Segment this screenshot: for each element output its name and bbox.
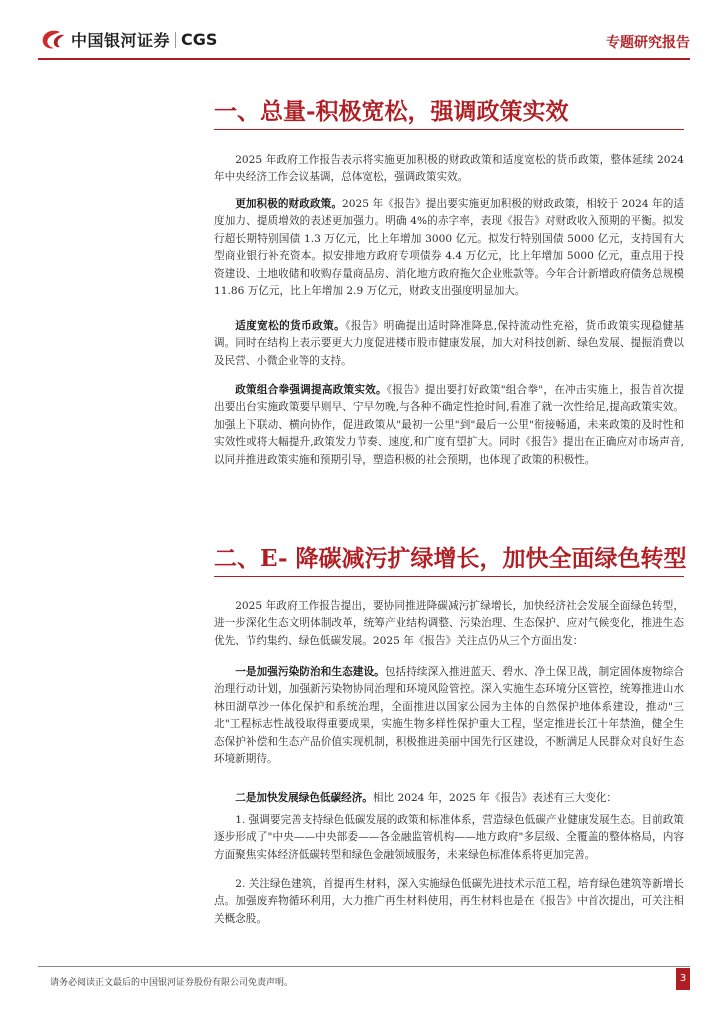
- page-number: 3: [676, 968, 690, 990]
- header-divider: [38, 58, 690, 60]
- paragraph: 适度宽松的货币政策。《报告》明确提出适时降准降息,保持流动性充裕，货币政策实现稳健基调。同时在结构上表示要更大力度促进楼市股市健康发展，加大对科技创新、绿色发展、提振消费以及民营、小微企业等的支持。: [214, 320, 684, 367]
- paragraph-lead: 一是加强污染防治和生态建设。: [235, 666, 385, 678]
- paragraph-lead: 适度宽松的货币政策。: [235, 320, 346, 332]
- paragraph: 2. 关注绿色建筑，首提再生材料，深入实施绿色低碳先进技术示范工程，培育绿色建筑等新增长点。加强废弃物循环利用，大力推广再生材料使用，再生材料也是在《报告》中首次提出，可关注相关概念股。: [214, 878, 684, 925]
- logo-separator: [175, 32, 176, 48]
- paragraph: 一是加强污染防治和生态建设。包括持续深入推进蓝天、碧水、净土保卫战，制定固体废物综合治理行动计划，加强新污染物协同治理和环境风险管控。深入实施生态环境分区管控，统筹推进山水林田湖草沙一体化保护和系统治理，全面推进以国家公园为主体的自然保护地体系建设，推动"三北"工程标志性战役取得重要成果，实施生物多样性保护重大工程，坚定推进长江十年禁渔，健全生态保护补偿和生态产品价值实现机制，积极推进美丽中国先行区建设，不断满足人民群众对良好生态环境新期待。: [214, 666, 685, 766]
- paragraph: 二是加快发展绿色低碳经济。相比 2024 年，2025 年《报告》表述有三大变化：: [235, 792, 618, 804]
- paragraph: 1. 强调要完善支持绿色低碳发展的政策和标准体系，营造绿色低碳产业健康发展生态。目前政策逐步形成了"中央——中央部委——各金融监管机构——地方政府"多层级、全覆盖的整体格局，内容方面聚焦实体经济低碳转型和绿色金融领域服务，未来绿色标准体系将更加完善。: [214, 814, 684, 861]
- paragraph: 政策组合拳强调提高政策实效。《报告》提出要打好政策"组合拳"，在冲击实施上，报告首次提出要出台实施政策要早则早、宁早勿晚,与各种不确定性抢时间,看准了就一次性给足,提高政策实效。加强上下联动、横向协作，促进政策从"最初一公里"到"最后一公里"衔接畅通，未来政策的及时性和实效性或将大幅提升,政策发力节奏、速度,和广度有望扩大。同时《报告》提出在正确应对市场声音,以同并推进政策实施和预期引导，塑造积极的社会预期，也体现了政策的积极性。: [214, 384, 684, 466]
- company-logo: [40, 28, 217, 51]
- section-divider-2: [214, 576, 684, 577]
- paragraph-lead: 更加积极的财政政策。: [235, 198, 343, 210]
- paragraph: 2025 年政府工作报告提出，要协同推进降碳减污扩绿增长，加快经济社会发展全面绿色转型，进一步深化生态文明体制改革，统筹产业结构调整、污染治理、生态保护、应对气候变化，推进生态优先、节约集约、绿色低碳发展。2025 年《报告》关注点仍从三个方面出发：: [214, 600, 684, 647]
- footer-divider: [38, 966, 690, 967]
- logo-chinese-name: 中国银河证券: [71, 31, 171, 50]
- logo-english-name: CGS: [181, 30, 218, 49]
- page-header: [0, 0, 724, 70]
- section-title-1: 一、总量-积极宽松，强调政策实效: [214, 98, 569, 125]
- cgs-emblem-icon: [40, 29, 66, 51]
- paragraph-lead: 政策组合拳强调提高政策实效。: [235, 384, 387, 396]
- paragraph-lead: 二是加快发展绿色低碳经济。: [235, 792, 373, 804]
- paragraph: 2025 年政府工作报告表示将实施更加积极的财政政策和适度宽松的货币政策，整体延续 2024 年中央经济工作会议基调，总体宽松，强调政策实效。: [214, 154, 684, 184]
- paragraph: 更加积极的财政政策。2025 年《报告》提出要实施更加积极的财政政策，相较于 2024 年的适度加力、提质增效的表述更加强力。明确 4%的赤字率，表现《报告》对财政收入预期的平衡。拟发行超长期特别国债 1.3 万亿元，比上年增加 3000 亿元。拟发行特别国债 5000 亿元，支持国有大型商业银行补充资本。拟安排地方政府专项债券 4.4 万亿元，比上年增加 5000 亿元，重点用于投资建设、土地收储和收购存量商品房、消化地方政府拖欠企业账款等。今年合计新增政府债务总规模 11.86 万亿元，比上年增加 2.9 万亿元，财政支出强度明显加大。: [214, 198, 684, 298]
- footer-disclaimer: 请务必阅读正文最后的中国银河证券股份有限公司免责声明。: [50, 978, 294, 988]
- section-divider-1: [214, 129, 684, 130]
- document-type-label: 专题研究报告: [606, 35, 690, 51]
- section-title-2: 二、E- 降碳减污扩绿增长，加快全面绿色转型: [214, 545, 687, 572]
